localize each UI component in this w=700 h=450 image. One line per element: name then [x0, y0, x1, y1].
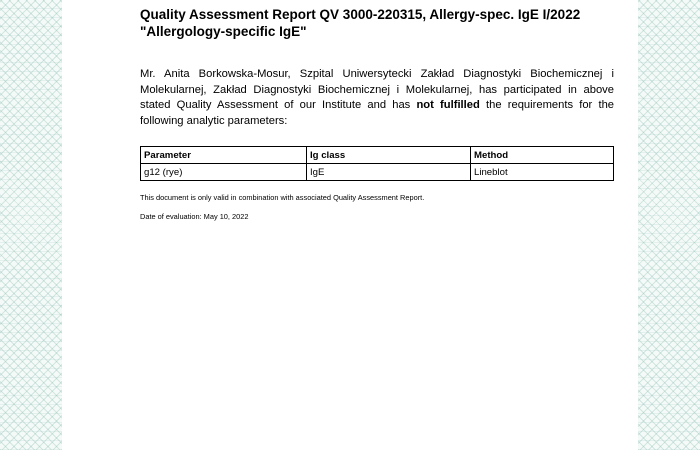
- evaluation-date: Date of evaluation: May 10, 2022: [140, 212, 249, 221]
- title-line-2: "Allergology-specific IgE": [140, 24, 307, 39]
- security-pattern-left: [0, 0, 62, 450]
- document-content: [140, 0, 614, 222]
- validity-note: This document is only valid in combination with associated Quality Assessment Report.: [140, 193, 425, 202]
- statement-part-2: the requirements for the following analytic parameters:: [140, 99, 615, 127]
- header-ig-class: Ig class: [307, 147, 471, 164]
- table-header-row: [141, 147, 614, 164]
- security-pattern-right: [638, 0, 700, 450]
- document-title: [140, 6, 614, 40]
- title-line-1: Quality Assessment Report QV 3000-220315, Allergy-spec. IgE I/2022: [140, 7, 581, 22]
- parameters-table: [140, 146, 614, 181]
- cell-method: Lineblot: [471, 164, 614, 181]
- header-method: Method: [471, 147, 614, 164]
- table-row: [141, 164, 614, 181]
- statement-part-1: Mr. Anita Borkowska-Mosur, Szpital Uniwersytecki Zakład Diagnostyki Biochemicznej i Molekularnej, Zakład Diagnostyki Biochemicznej i Molekularnej, has participated in above stated Quality Assessment of our Institute and has: [140, 68, 614, 111]
- cell-parameter: g12 (rye): [141, 164, 307, 181]
- statement-result: not fulfilled: [416, 99, 480, 111]
- document-page: [62, 0, 638, 450]
- cell-ig-class: IgE: [307, 164, 471, 181]
- participation-statement: [140, 67, 614, 129]
- header-parameter: Parameter: [141, 147, 307, 164]
